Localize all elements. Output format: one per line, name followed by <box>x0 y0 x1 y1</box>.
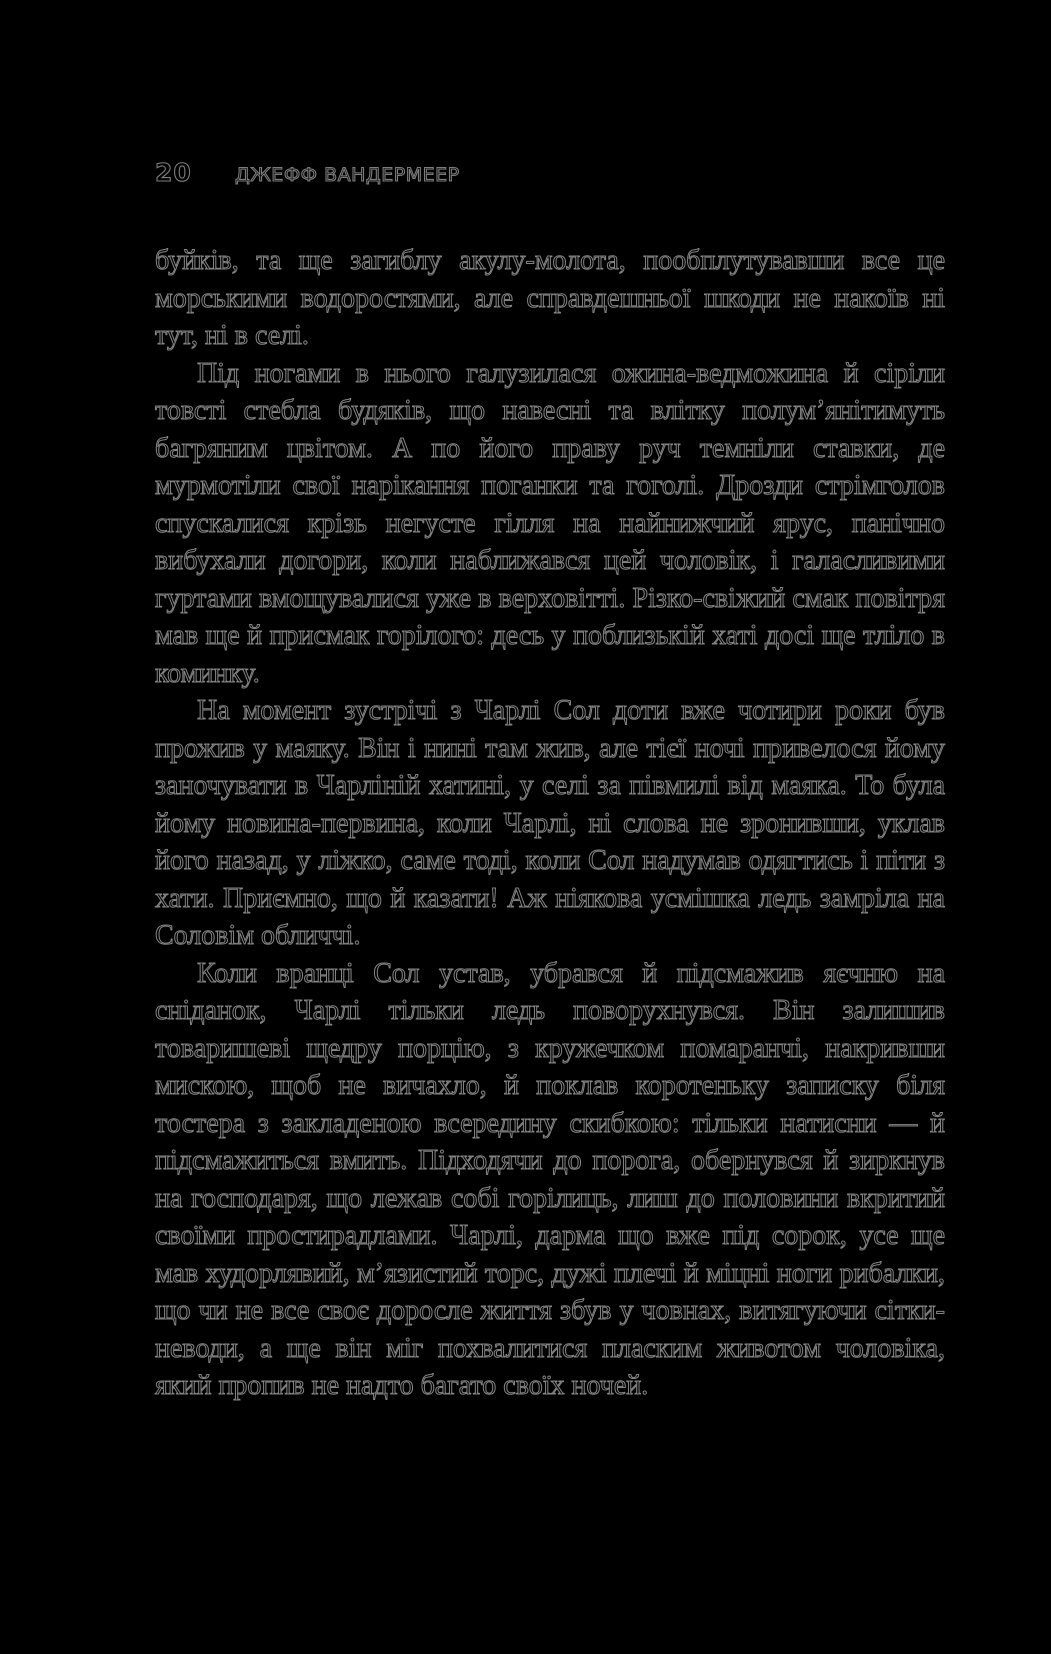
text-body <box>155 242 945 1405</box>
author-name: ДЖЕФФ ВАНДЕРМЕЕР <box>235 164 460 186</box>
paragraph-2: Під ногами в нього галузилася ожина-ведможина й сіріли товсті стебла будяків, що навесні та влітку полум’янітимуть багряним цвітом. А по його праву руч темніли ставки, де мурмотіли свої нарікання поганки та гоголі. Дрозди стрімголов спускалися крізь негусте гілля на найнижчий ярус, панічно вибухали догори, коли наближався цей чоловік, і галасливими гуртами вмощувалися уже в верховітті. Різко-свіжий смак повітря мав ще й присмак горілого: десь у поблизькій хаті досі ще тліло в коминку. <box>155 357 945 689</box>
paragraph-4: Коли вранці Сол устав, убрався й підсмажив яєчню на сніданок, Чарлі тільки ледь поворухнувся. Він залишив товаришеві щедру порцію, з кружечком помаранчі, накривши мискою, щоб не вичахло, й поклав коротеньку записку біля тостера з закладеною всередину скибкою: тільки натисни — й підсмажиться вмить. Підходячи до порога, обернувся й зиркнув на господаря, що лежав собі горілиць, лиш до половини вкритий своїми простирадлами. Чарлі, дарма що вже під сорок, усе ще мав худорлявий, м’язистий торс, дужі плечі й міцні ноги рибалки, що чи не все своє доросле життя збув у човнах, витягуючи сітки-неводи, а ще він міг похвалитися пласким животом чоловіка, який пропив не надто багато своїх ночей. <box>155 957 945 1401</box>
running-head <box>155 158 955 190</box>
paragraph-1: буйків, та ще загиблу акулу-молота, пообплутувавши все це морськими водоростями, але справдешньої шкоди не накоїв ні тут, ні в селі. <box>155 245 945 351</box>
page-number: 20 <box>155 158 192 187</box>
paragraph-3: На момент зустрічі з Чарлі Сол доти вже чотири роки був прожив у маяку. Він і нині там жив, але тієї ночі привелося йому заночувати в Чарліній хатині, у селі за півмилі від маяка. То була йому новина-первина, коли Чарлі, ні слова не зронивши, уклав його назад, у ліжко, саме тоді, коли Сол надумав одягтись і піти з хати. Приємно, що й казати! Аж ніякова усмішка ледь замріла на Соловім обличчі. <box>155 695 945 951</box>
